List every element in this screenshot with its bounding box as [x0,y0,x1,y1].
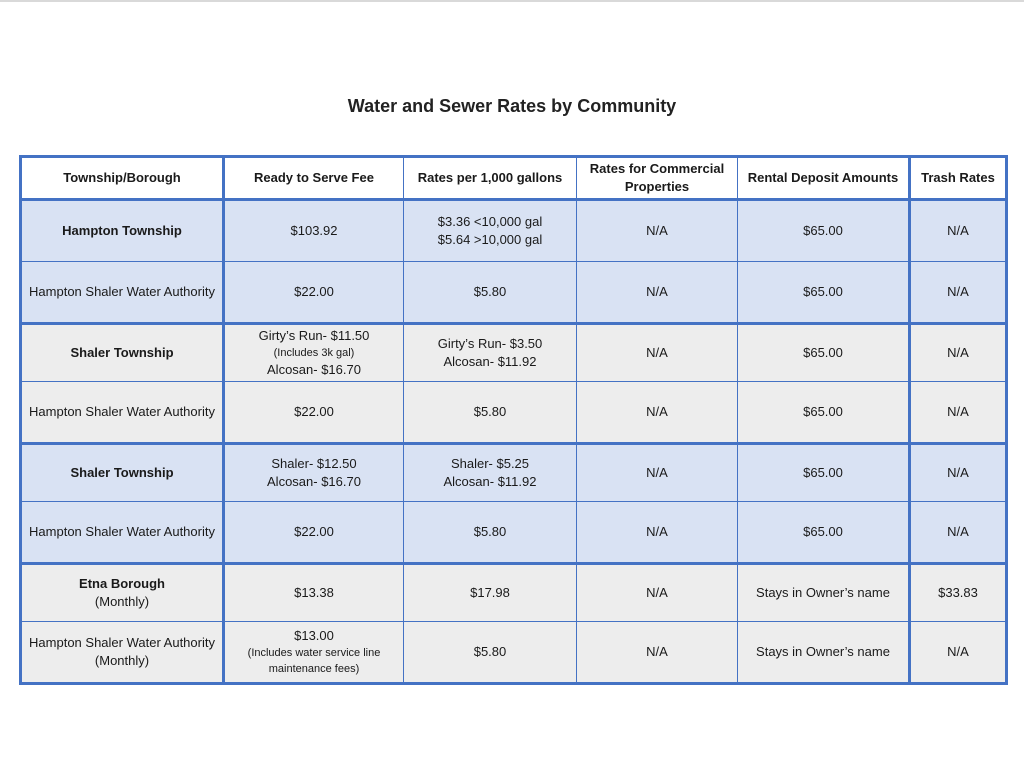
table-row [21,564,1007,622]
header-township: Township/Borough [21,157,224,200]
rates-table [19,155,1008,685]
table-header-row [21,157,1007,200]
cell-trash: N/A [910,502,1007,564]
cell-commercial: N/A [577,622,738,684]
cell-rental-deposit: $65.00 [738,502,910,564]
table-row [21,262,1007,324]
rate-line: Shaler- $5.25 [450,456,530,471]
authority-name: Hampton Shaler Water Authority [29,284,215,299]
ready-fee-line: Girty’s Run- $11.50 [258,328,370,343]
cell-ready-to-serve [224,564,404,622]
rate-line: $5.80 [473,524,507,539]
header-trash: Trash Rates [910,157,1007,200]
cell-name [21,444,224,502]
cell-ready-to-serve [224,262,404,324]
cell-rental-deposit: $65.00 [738,324,910,382]
table-row [21,382,1007,444]
rate-line: $5.64 >10,000 gal [437,232,543,247]
header-commercial: Rates for Commercial Properties [577,157,738,200]
rate-line: Alcosan- $11.92 [443,354,537,369]
cell-rates [404,622,577,684]
ready-fee-line: $13.38 [294,585,334,600]
cell-rental-deposit: Stays in Owner’s name [738,622,910,684]
cell-name [21,382,224,444]
cell-ready-to-serve [224,622,404,684]
table-row [21,622,1007,684]
page-title: Water and Sewer Rates by Community [347,96,677,116]
cell-rates [404,200,577,262]
cell-name [21,502,224,564]
cell-commercial: N/A [577,502,738,564]
cell-name [21,324,224,382]
cell-rates [404,564,577,622]
rate-line: $5.80 [473,644,507,659]
cell-name [21,200,224,262]
authority-name-sub: (Monthly) [94,653,150,668]
table-row [21,444,1007,502]
authority-name: Hampton Shaler Water Authority [29,524,215,539]
rate-line: $3.36 <10,000 gal [437,214,543,229]
ready-fee-line: $22.00 [294,404,334,419]
header-rental-deposit: Rental Deposit Amounts [738,157,910,200]
table-row [21,200,1007,262]
cell-rental-deposit: Stays in Owner’s name [738,564,910,622]
header-rates-per-1000: Rates per 1,000 gallons [404,157,577,200]
rate-line: Alcosan- $11.92 [443,474,537,489]
cell-ready-to-serve [224,200,404,262]
ready-fee-line: Alcosan- $16.70 [267,362,361,377]
rate-line: $5.80 [473,404,507,419]
authority-name: Hampton Shaler Water Authority [29,404,215,419]
ready-fee-note: (Includes water service line maintenance fees) [247,647,381,675]
cell-rates [404,502,577,564]
ready-fee-line: Shaler- $12.50 [271,456,357,471]
cell-ready-to-serve [224,324,404,382]
cell-commercial: N/A [577,382,738,444]
ready-fee-line: $22.00 [294,524,334,539]
cell-trash: $33.83 [910,564,1007,622]
ready-fee-line: $22.00 [294,284,334,299]
top-border-line [0,0,1024,2]
rate-line: $17.98 [470,585,510,600]
muni-name: Shaler Township [70,465,174,480]
header-ready-to-serve: Ready to Serve Fee [224,157,404,200]
muni-name: Shaler Township [70,345,174,360]
ready-fee-line: $103.92 [290,223,338,238]
cell-name [21,262,224,324]
cell-ready-to-serve [224,382,404,444]
muni-name: Hampton Township [62,223,182,238]
cell-rental-deposit: $65.00 [738,200,910,262]
cell-name [21,622,224,684]
cell-commercial: N/A [577,444,738,502]
cell-rental-deposit: $65.00 [738,262,910,324]
cell-commercial: N/A [577,564,738,622]
cell-rates [404,324,577,382]
rate-line: $5.80 [473,284,507,299]
cell-commercial: N/A [577,324,738,382]
cell-commercial: N/A [577,200,738,262]
cell-trash: N/A [910,444,1007,502]
muni-name: Etna Borough [79,576,165,591]
cell-trash: N/A [910,622,1007,684]
cell-rates [404,382,577,444]
cell-trash: N/A [910,262,1007,324]
cell-rates [404,444,577,502]
cell-ready-to-serve [224,502,404,564]
cell-trash: N/A [910,324,1007,382]
cell-name [21,564,224,622]
table-row [21,324,1007,382]
ready-fee-note: (Includes 3k gal) [273,347,355,359]
authority-name: Hampton Shaler Water Authority [29,635,215,650]
ready-fee-line: Alcosan- $16.70 [267,474,361,489]
ready-fee-line: $13.00 [294,628,334,643]
cell-rental-deposit: $65.00 [738,382,910,444]
cell-ready-to-serve [224,444,404,502]
cell-trash: N/A [910,382,1007,444]
rate-line: Girty’s Run- $3.50 [437,336,543,351]
cell-rates [404,262,577,324]
muni-name-sub: (Monthly) [94,594,150,609]
cell-trash: N/A [910,200,1007,262]
cell-rental-deposit: $65.00 [738,444,910,502]
table-row [21,502,1007,564]
cell-commercial: N/A [577,262,738,324]
